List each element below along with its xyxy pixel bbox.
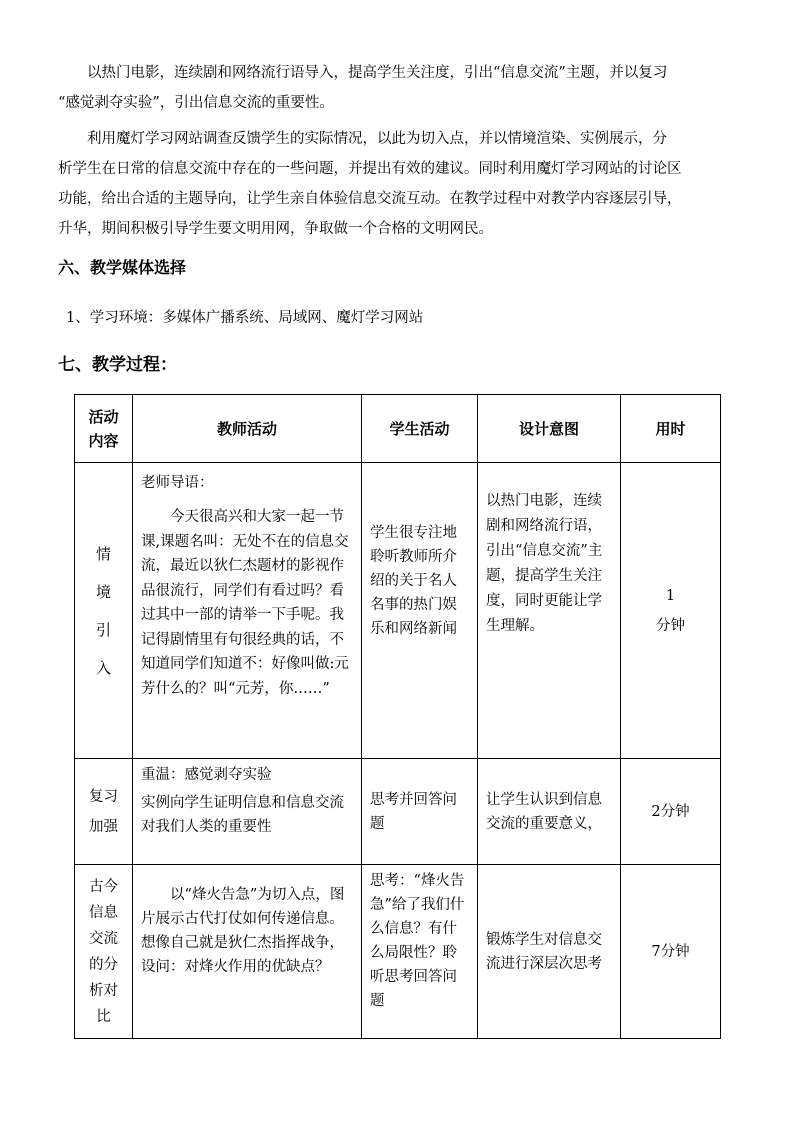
time-cell: 2分钟 (621, 759, 721, 865)
activity-line: 加强 (89, 818, 118, 835)
design-text: 锻炼学生对信息交流进行深层次思考 (486, 931, 602, 972)
table-row (75, 463, 721, 759)
time-cell: 7分钟 (621, 865, 721, 1039)
section-6-heading: 六、教学媒体选择 (58, 258, 187, 277)
design-text: 以热门电影，连续剧和网络流行语，引出“信息交流”主题，提高学生关注度，同时更能让学生理解。 (486, 493, 603, 634)
teacher-cell (133, 463, 362, 759)
intro-paragraph-2 (58, 124, 720, 244)
activity-cell (75, 865, 133, 1039)
table-row (75, 865, 721, 1039)
teacher-lead: 老师导语： (141, 475, 214, 491)
student-cell (362, 759, 478, 865)
student-text: 思考：“烽火告急”给了我们什么信息？有什么局限性？聆听思考回答问题 (370, 873, 465, 1009)
activity-line: 析对 (89, 982, 118, 999)
activity-line: 古今 (89, 878, 118, 895)
time-value: 1 (665, 587, 676, 604)
table-header-row (75, 395, 721, 463)
time-cell (621, 463, 721, 759)
teacher-body: 以“烽火告急”为切入点，图片展示古代打仗如何传递信息。想像自己就是狄仁杰指挥战争，设问：对烽火作用的优缺点？ (141, 887, 345, 975)
activity-line: 交流 (89, 930, 118, 947)
header-teacher: 教师活动 (133, 395, 362, 463)
activity-cell (75, 463, 133, 759)
section-7-heading: 七、教学过程： (58, 355, 177, 375)
design-cell (478, 463, 621, 759)
text-line: 利用魔灯学习网站调查反馈学生的实际情况，以此为切入点，并以情境渲染、实例展示，分 (87, 131, 667, 147)
activity-char: 境 (95, 582, 111, 601)
header-activity-line2: 内容 (88, 431, 119, 450)
activity-char: 情 (95, 544, 111, 563)
teacher-cell (133, 759, 362, 865)
activity-line: 复习 (89, 788, 118, 805)
text-line: 升华，期间积极引导学生要文明用网，争取做一个合格的文明网民。 (58, 221, 493, 237)
time-unit: 分钟 (656, 617, 685, 634)
teaching-process-table (74, 394, 721, 1039)
intro-paragraph-1 (58, 58, 720, 118)
media-item-1: 1、学习环境：多媒体广播系统、局域网、魔灯学习网站 (66, 310, 424, 326)
header-time: 用时 (621, 395, 721, 463)
header-activity-line1: 活动 (88, 407, 119, 426)
activity-line: 信息 (89, 904, 118, 921)
header-design: 设计意图 (478, 395, 621, 463)
activity-line: 的分 (89, 956, 118, 973)
design-cell (478, 759, 621, 865)
text-line: 以热门电影，连续剧和网络流行语导入，提高学生关注度，引出“信息交流”主题，并以复习 (87, 65, 668, 81)
teacher-lead: 重温：感觉剥夺实验 (141, 767, 272, 783)
text-line: 析学生在日常的信息交流中存在的一些问题，并提出有效的建议。同时利用魔灯学习网站的讨论区 (58, 161, 682, 177)
teacher-body: 今天很高兴和大家一起一节课,课题名叫：无处不在的信息交流，最近以狄仁杰题材的影视作品很流行，同学们有看过吗？看过其中一部的请举一下手呢。我记得剧情里有句很经典的话，不知道同学们知道不：好像叫做:元芳什么的？叫“元芳，你……” (141, 509, 349, 697)
design-cell (478, 865, 621, 1039)
activity-cell (75, 759, 133, 865)
text-line: “感觉剥夺实验”，引出信息交流的重要性。 (58, 95, 334, 111)
header-activity (75, 395, 133, 463)
text-line: 功能，给出合适的主题导向，让学生亲自体验信息交流互动。在教学过程中对教学内容逐层引导， (58, 191, 682, 207)
student-text: 思考并回答问题 (370, 791, 457, 832)
activity-char: 引 (95, 620, 111, 639)
table-row (75, 759, 721, 865)
activity-char: 入 (95, 658, 111, 677)
student-cell (362, 463, 478, 759)
header-student: 学生活动 (362, 395, 478, 463)
student-text: 学生很专注地聆听教师所介绍的关于名人名事的热门娱乐和网络新闻 (370, 525, 457, 637)
activity-line: 比 (96, 1008, 111, 1025)
teacher-body: 实例向学生证明信息和信息交流对我们人类的重要性 (141, 795, 344, 835)
student-cell (362, 865, 478, 1039)
teacher-cell (133, 865, 362, 1039)
design-text: 让学生认识到信息交流的重要意义， (486, 791, 602, 832)
